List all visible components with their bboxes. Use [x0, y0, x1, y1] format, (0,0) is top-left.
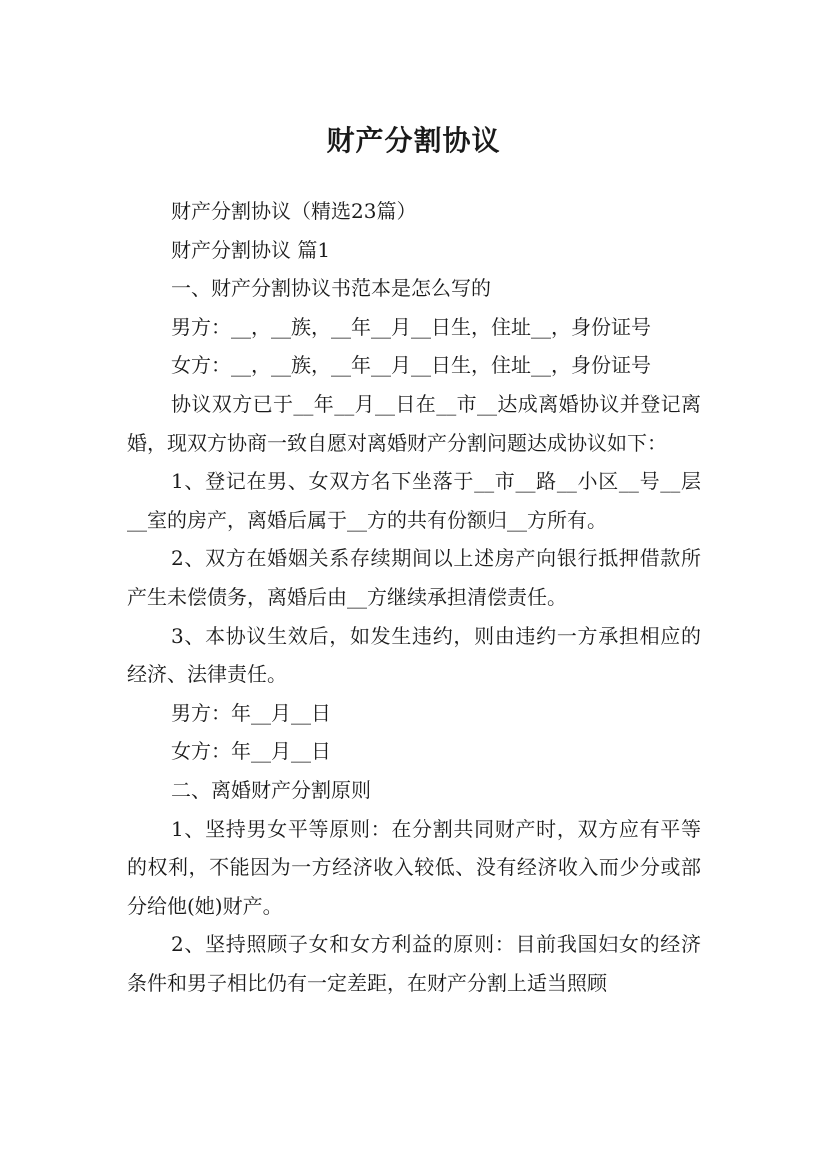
paragraph-agreement-intro: 协议双方已于__年__月__日在__市__达成离婚协议并登记离婚，现双方协商一致自愿对离婚财产分割问题达成协议如下： — [127, 391, 701, 455]
document-title: 财产分割协议 — [326, 123, 501, 157]
paragraph-heading-1: 一、财产分割协议书范本是怎么写的 — [171, 276, 491, 301]
paragraph-heading-2: 二、离婚财产分割原则 — [171, 777, 371, 802]
paragraph-male-date: 男方：年__月__日 — [171, 700, 331, 725]
paragraph-subtitle: 财产分割协议（精选23篇） — [171, 199, 417, 223]
paragraph-clause-3: 3、本协议生效后，如发生违约，则由违约一方承担相应的经济、法律责任。 — [127, 623, 701, 687]
paragraph-clause-1: 1、登记在男、女双方名下坐落于__市__路__小区__号__层__室的房产，离婚后属于__方的共有份额归__方所有。 — [127, 469, 701, 532]
document-body — [127, 192, 701, 1002]
paragraph-clause-2: 2、双方在婚姻关系存续期间以上述房产向银行抵押借款所产生未偿债务，离婚后由__方继续承担清偿责任。 — [127, 546, 701, 609]
paragraph-female-date: 女方：年__月__日 — [171, 739, 331, 764]
paragraph-male-party: 男方：__，__族，__年__月__日生，住址__，身份证号 — [171, 314, 651, 339]
paragraph-section-heading: 财产分割协议 篇1 — [171, 237, 331, 262]
paragraph-principle-2: 2、坚持照顾子女和女方利益的原则：目前我国妇女的经济条件和男子相比仍有一定差距，在财产分割上适当照顾 — [127, 932, 701, 995]
paragraph-female-party: 女方：__，__族，__年__月__日生，住址__，身份证号 — [171, 353, 651, 378]
paragraph-principle-1: 1、坚持男女平等原则：在分割共同财产时，双方应有平等的权利，不能因为一方经济收入较低、没有经济收入而少分或部分给他(她)财产。 — [127, 816, 701, 918]
